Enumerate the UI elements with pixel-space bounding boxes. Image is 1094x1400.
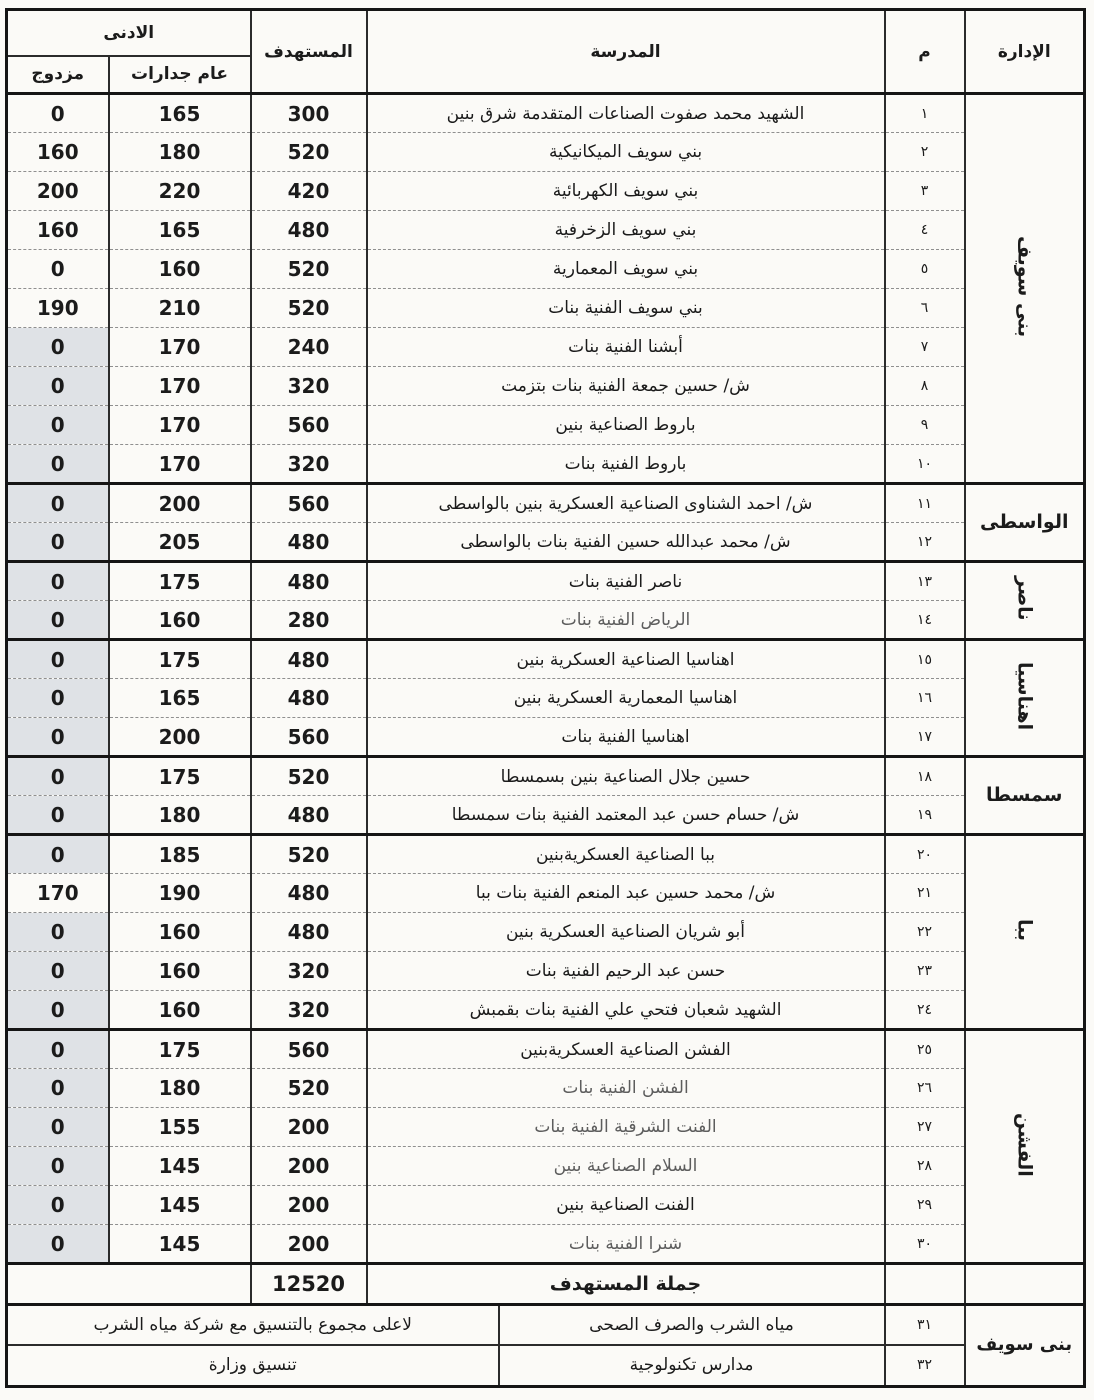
- school-name: باروط الصناعية بنين: [367, 406, 885, 445]
- min-general-value: 160: [109, 250, 251, 289]
- row-number: ١٤: [885, 601, 965, 640]
- min-dual-value: 200: [6, 172, 108, 211]
- min-general-value: 145: [109, 1147, 251, 1186]
- min-dual-value: 0: [6, 718, 108, 757]
- school-name: باروط الفنية بنات: [367, 445, 885, 484]
- school-name: شنرا الفنية بنات: [367, 1225, 885, 1264]
- school-name: ناصر الفنية بنات: [367, 562, 885, 601]
- min-dual-value: 0: [6, 1225, 108, 1264]
- min-dual-value: 0: [6, 1108, 108, 1147]
- table-row: [6, 523, 1084, 562]
- min-dual-value: 0: [6, 406, 108, 445]
- min-dual-value: 0: [6, 913, 108, 952]
- table-row: [6, 445, 1084, 484]
- header-min-dual: مزدوج: [6, 56, 108, 94]
- admin-label: بنى سويف: [1013, 235, 1036, 338]
- table-row: [6, 952, 1084, 991]
- admin-cell: [965, 562, 1085, 640]
- school-name: مدارس تكنولوجية: [499, 1345, 885, 1386]
- header-row-1: [6, 10, 1084, 56]
- min-dual-value: 170: [6, 874, 108, 913]
- header-min-group: الادنى: [6, 10, 250, 56]
- school-name: اهناسيا المعمارية العسكرية بنين: [367, 679, 885, 718]
- target-value: 520: [251, 133, 367, 172]
- school-name: الفنت الصناعية بنين: [367, 1186, 885, 1225]
- row-number: ٤: [885, 211, 965, 250]
- row-number: ٢٥: [885, 1030, 965, 1069]
- min-general-value: 220: [109, 172, 251, 211]
- footer-table: [5, 1303, 1086, 1388]
- row-number: ٣١: [885, 1304, 965, 1345]
- row-number: ٢٠: [885, 835, 965, 874]
- table-row: [6, 1108, 1084, 1147]
- table-row: [6, 835, 1084, 874]
- row-number: ١: [885, 94, 965, 133]
- school-name: الشهيد شعبان فتحي علي الفنية بنات بقمبش: [367, 991, 885, 1030]
- table-row: [6, 562, 1084, 601]
- min-general-value: 175: [109, 757, 251, 796]
- header-school: المدرسة: [367, 10, 885, 94]
- min-general-value: 210: [109, 289, 251, 328]
- school-name: الشهيد محمد صفوت الصناعات المتقدمة شرق بنين: [367, 94, 885, 133]
- min-general-value: 205: [109, 523, 251, 562]
- row-number: ٢٢: [885, 913, 965, 952]
- min-general-value: 160: [109, 952, 251, 991]
- target-value: 240: [251, 328, 367, 367]
- min-general-value: 170: [109, 445, 251, 484]
- school-name: اهناسيا الصناعية العسكرية بنين: [367, 640, 885, 679]
- footer-row: [7, 1304, 1085, 1345]
- min-general-value: 170: [109, 406, 251, 445]
- min-dual-value: 0: [6, 445, 108, 484]
- min-general-value: 170: [109, 328, 251, 367]
- target-value: 480: [251, 523, 367, 562]
- admin-cell: [965, 835, 1085, 1030]
- min-dual-value: 0: [6, 757, 108, 796]
- target-value: 480: [251, 874, 367, 913]
- min-dual-value: 0: [6, 679, 108, 718]
- admin-label: ببا: [1013, 918, 1036, 942]
- target-value: 480: [251, 796, 367, 835]
- header-target: المستهدف: [251, 10, 367, 94]
- min-general-value: 180: [109, 133, 251, 172]
- min-dual-value: 0: [6, 484, 108, 523]
- min-general-value: 180: [109, 796, 251, 835]
- target-value: 200: [251, 1147, 367, 1186]
- school-name: الفنت الشرقية الفنية بنات: [367, 1108, 885, 1147]
- row-number: ١٥: [885, 640, 965, 679]
- target-value: 560: [251, 406, 367, 445]
- min-general-value: 145: [109, 1186, 251, 1225]
- min-dual-value: 0: [6, 796, 108, 835]
- row-number: ٢٦: [885, 1069, 965, 1108]
- min-general-value: 165: [109, 679, 251, 718]
- school-name: ش/ محمد عبدالله حسين الفنية بنات بالواسطى: [367, 523, 885, 562]
- school-name: ش/ حسين جمعة الفنية بنات بتزمت: [367, 367, 885, 406]
- footer-row: [7, 1345, 1085, 1386]
- min-dual-value: 0: [6, 835, 108, 874]
- school-name: حسين جلال الصناعية بنين بسمسطا: [367, 757, 885, 796]
- table-row: [6, 211, 1084, 250]
- admin-cell: [965, 640, 1085, 757]
- table-row: [6, 757, 1084, 796]
- school-name: السلام الصناعية بنين: [367, 1147, 885, 1186]
- school-name: مياه الشرب والصرف الصحى: [499, 1304, 885, 1345]
- target-value: 560: [251, 1030, 367, 1069]
- header-num: م: [885, 10, 965, 94]
- admin-cell: [965, 1030, 1085, 1264]
- min-dual-value: 0: [6, 991, 108, 1030]
- min-dual-value: 190: [6, 289, 108, 328]
- row-number: ٢٩: [885, 1186, 965, 1225]
- table-row: [6, 913, 1084, 952]
- admin-label: الفشن: [1013, 1112, 1036, 1177]
- min-general-value: 200: [109, 718, 251, 757]
- target-value: 560: [251, 484, 367, 523]
- min-dual-value: 0: [6, 94, 108, 133]
- min-dual-value: 0: [6, 562, 108, 601]
- table-row: [6, 601, 1084, 640]
- min-dual-value: 160: [6, 211, 108, 250]
- table-row: [6, 679, 1084, 718]
- table-row: [6, 328, 1084, 367]
- row-number: ٨: [885, 367, 965, 406]
- min-general-value: 160: [109, 991, 251, 1030]
- target-value: 520: [251, 289, 367, 328]
- min-general-value: 155: [109, 1108, 251, 1147]
- min-dual-value: 0: [6, 328, 108, 367]
- admin-label: ناصر: [1013, 576, 1036, 621]
- total-min-empty-cell: [6, 1264, 250, 1303]
- total-section: [6, 1264, 1084, 1303]
- header-admin: الإدارة: [965, 10, 1085, 94]
- target-value: 520: [251, 835, 367, 874]
- table-row: [6, 289, 1084, 328]
- target-value: 320: [251, 445, 367, 484]
- total-target-value: 12520: [251, 1264, 367, 1303]
- school-name: أبشنا الفنية بنات: [367, 328, 885, 367]
- target-value: 320: [251, 952, 367, 991]
- footer-body: [7, 1304, 1085, 1386]
- school-name: حسن عبد الرحيم الفنية بنات: [367, 952, 885, 991]
- row-number: ٢١: [885, 874, 965, 913]
- row-number: ١٩: [885, 796, 965, 835]
- target-value: 320: [251, 367, 367, 406]
- table-row: [6, 718, 1084, 757]
- table-row: [6, 1147, 1084, 1186]
- school-name: ش/ محمد حسين عبد المنعم الفنية بنات ببا: [367, 874, 885, 913]
- total-admin-empty-cell: [965, 1264, 1085, 1303]
- school-name: الرياض الفنية بنات: [367, 601, 885, 640]
- table-row: [6, 406, 1084, 445]
- row-number: ٧: [885, 328, 965, 367]
- target-value: 200: [251, 1186, 367, 1225]
- min-dual-value: 0: [6, 1030, 108, 1069]
- target-value: 480: [251, 913, 367, 952]
- min-dual-value: 0: [6, 1147, 108, 1186]
- table-row: [6, 484, 1084, 523]
- table-row: [6, 1186, 1084, 1225]
- school-name: بني سويف المعمارية: [367, 250, 885, 289]
- min-general-value: 175: [109, 1030, 251, 1069]
- min-dual-value: 0: [6, 1069, 108, 1108]
- min-general-value: 180: [109, 1069, 251, 1108]
- table-row: [6, 874, 1084, 913]
- school-name: ش/ احمد الشناوى الصناعية العسكرية بنين بالواسطى: [367, 484, 885, 523]
- row-number: ٢٨: [885, 1147, 965, 1186]
- school-name: الفشن الصناعية العسكريةبنين: [367, 1030, 885, 1069]
- school-name: اهناسيا الفنية بنات: [367, 718, 885, 757]
- min-dual-value: 0: [6, 601, 108, 640]
- min-general-value: 200: [109, 484, 251, 523]
- min-dual-value: 160: [6, 133, 108, 172]
- min-general-value: 145: [109, 1225, 251, 1264]
- row-number: ١٠: [885, 445, 965, 484]
- school-name: أبو شريان الصناعية العسكرية بنين: [367, 913, 885, 952]
- total-row: [6, 1264, 1084, 1303]
- min-dual-value: 0: [6, 523, 108, 562]
- row-number: ٩: [885, 406, 965, 445]
- target-value: 280: [251, 601, 367, 640]
- target-value: 520: [251, 757, 367, 796]
- table-row: [6, 1030, 1084, 1069]
- min-dual-value: 0: [6, 640, 108, 679]
- row-number: ٢٧: [885, 1108, 965, 1147]
- table-row: [6, 640, 1084, 679]
- min-dual-value: 0: [6, 952, 108, 991]
- school-name: ببا الصناعية العسكريةبنين: [367, 835, 885, 874]
- school-targets-table: [5, 8, 1086, 1303]
- target-value: 480: [251, 640, 367, 679]
- table-row: [6, 796, 1084, 835]
- row-number: ١٢: [885, 523, 965, 562]
- school-name: الفشن الفنية بنات: [367, 1069, 885, 1108]
- row-number: ٢٤: [885, 991, 965, 1030]
- footer-admin-cell: بنى سويف: [965, 1304, 1085, 1386]
- school-name: بني سويف الزخرفية: [367, 211, 885, 250]
- admin-cell: [965, 484, 1085, 562]
- table-row: [6, 1069, 1084, 1108]
- total-label: جملة المستهدف: [367, 1264, 885, 1303]
- school-name: ش/ حسام حسن عبد المعتمد الفنية بنات سمسطا: [367, 796, 885, 835]
- row-number: ٣٢: [885, 1345, 965, 1386]
- row-number: ٣٠: [885, 1225, 965, 1264]
- min-general-value: 190: [109, 874, 251, 913]
- target-value: 480: [251, 679, 367, 718]
- admin-cell: [965, 757, 1085, 835]
- table-row: [6, 991, 1084, 1030]
- row-number: ١٦: [885, 679, 965, 718]
- min-dual-value: 0: [6, 1186, 108, 1225]
- min-general-value: 170: [109, 367, 251, 406]
- min-general-value: 185: [109, 835, 251, 874]
- table-row: [6, 94, 1084, 133]
- admin-label: اهناسيا: [1013, 661, 1036, 731]
- table-row: [6, 250, 1084, 289]
- row-number: ٢: [885, 133, 965, 172]
- min-general-value: 165: [109, 211, 251, 250]
- row-number: ١٧: [885, 718, 965, 757]
- target-value: 520: [251, 1069, 367, 1108]
- table-body: [6, 94, 1084, 1264]
- table-row: [6, 1225, 1084, 1264]
- target-value: 420: [251, 172, 367, 211]
- school-name: بني سويف الميكانيكية: [367, 133, 885, 172]
- school-name: بني سويف الفنية بنات: [367, 289, 885, 328]
- target-value: 200: [251, 1108, 367, 1147]
- min-general-value: 165: [109, 94, 251, 133]
- min-general-value: 160: [109, 913, 251, 952]
- total-num-empty-cell: [885, 1264, 965, 1303]
- table-header: [6, 10, 1084, 94]
- footer-note: تنسيق وزارة: [7, 1345, 499, 1386]
- target-value: 560: [251, 718, 367, 757]
- min-general-value: 175: [109, 640, 251, 679]
- school-name: بني سويف الكهربائية: [367, 172, 885, 211]
- min-dual-value: 0: [6, 250, 108, 289]
- target-value: 320: [251, 991, 367, 1030]
- header-min-general: عام جدارات: [109, 56, 251, 94]
- table-row: [6, 133, 1084, 172]
- row-number: ١٨: [885, 757, 965, 796]
- footer-note: لاعلى مجموع بالتنسيق مع شركة مياه الشرب: [7, 1304, 499, 1345]
- row-number: ٥: [885, 250, 965, 289]
- row-number: ٦: [885, 289, 965, 328]
- target-value: 480: [251, 562, 367, 601]
- admin-label: سمسطا: [986, 784, 1063, 807]
- admin-label: الواسطى: [980, 511, 1069, 534]
- table-row: [6, 172, 1084, 211]
- target-value: 200: [251, 1225, 367, 1264]
- target-value: 520: [251, 250, 367, 289]
- admin-cell: [965, 94, 1085, 484]
- row-number: ٣: [885, 172, 965, 211]
- target-value: 480: [251, 211, 367, 250]
- table-row: [6, 367, 1084, 406]
- target-value: 300: [251, 94, 367, 133]
- row-number: ١١: [885, 484, 965, 523]
- row-number: ١٣: [885, 562, 965, 601]
- min-general-value: 175: [109, 562, 251, 601]
- min-general-value: 160: [109, 601, 251, 640]
- row-number: ٢٣: [885, 952, 965, 991]
- min-dual-value: 0: [6, 367, 108, 406]
